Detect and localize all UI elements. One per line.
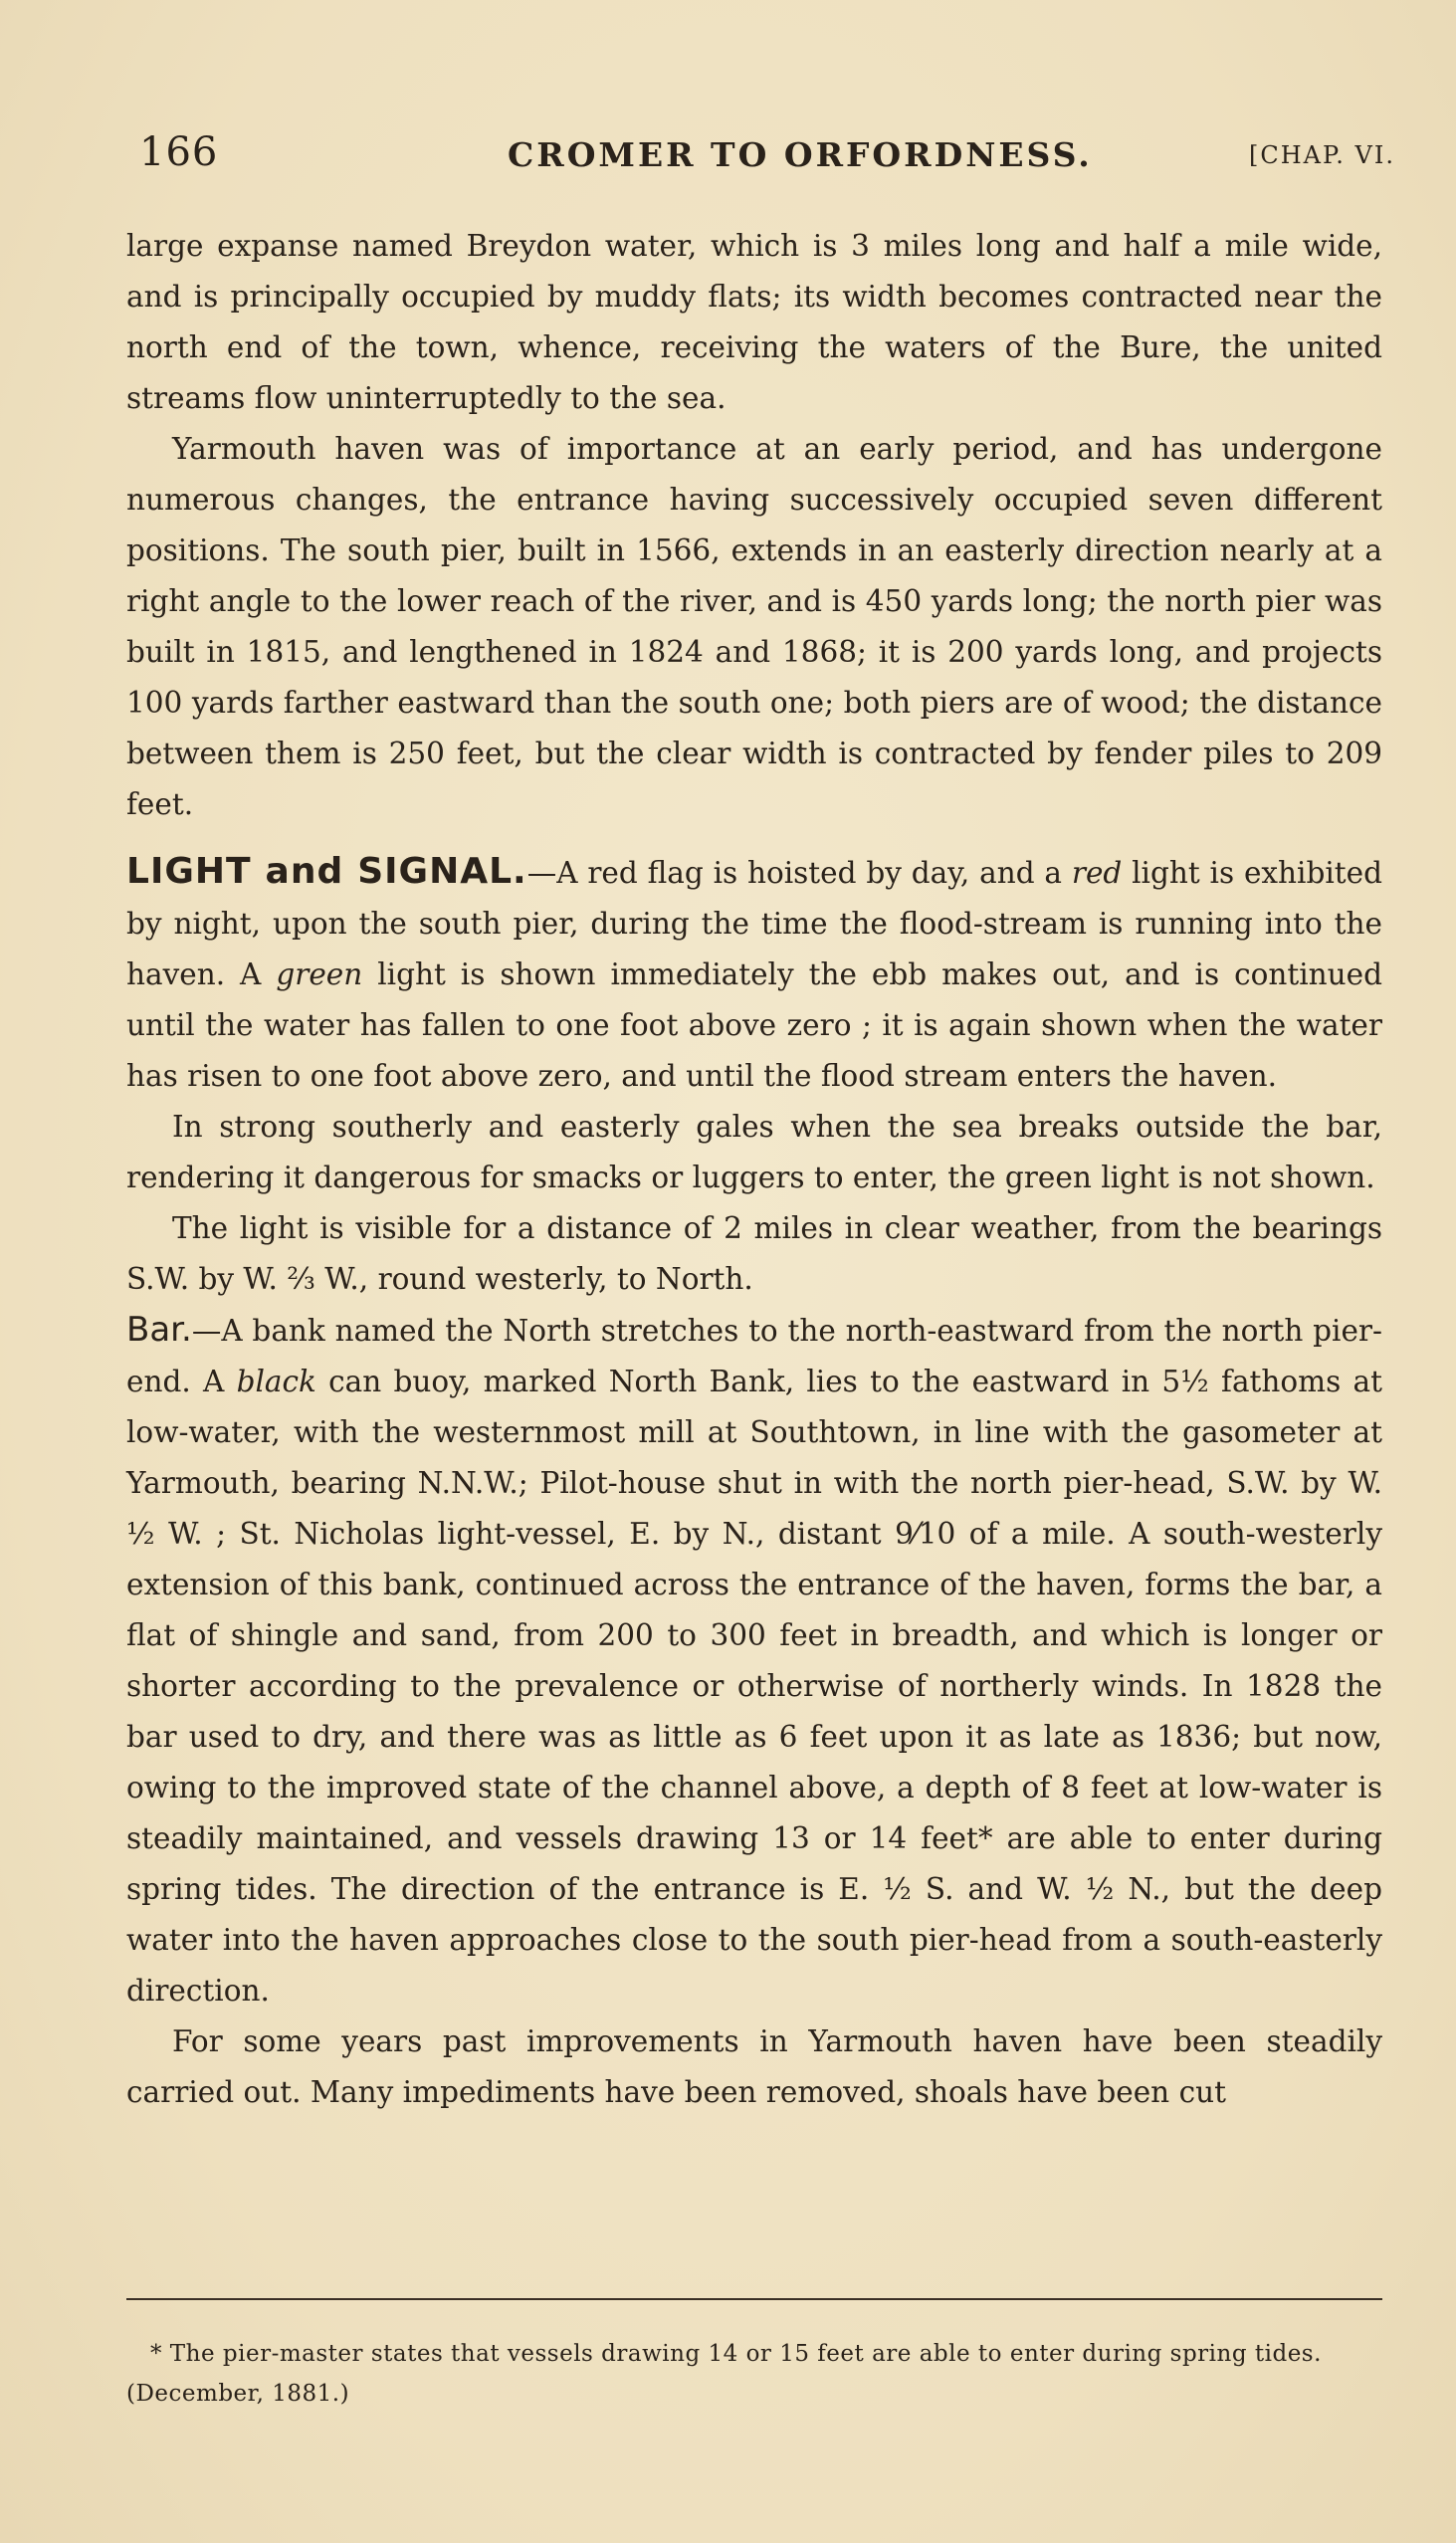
- italic-red: red: [1071, 856, 1123, 890]
- footnote-rule: [126, 2298, 1382, 2300]
- paragraph-light-and-signal: [126, 846, 1382, 1102]
- paragraph-gales: In strong southerly and easterly gales when the sea breaks outside the bar, rendering it dangerous for smacks or luggers to enter, the green light is not shown.: [126, 1110, 1382, 1194]
- paragraph-bar: [126, 1305, 1382, 2016]
- footnote: * The pier-master states that vessels drawing 14 or 15 feet are able to enter during spring tides. (December, 1881.): [126, 2341, 1322, 2407]
- paragraph-improvements: For some years past improvements in Yarmouth haven have been steadily carried out. Many impediments have been removed, shoals have been cut: [126, 2024, 1382, 2109]
- page-number: 166: [139, 129, 219, 175]
- italic-black: black: [236, 1365, 316, 1398]
- running-title: CROMER TO ORFORDNESS.: [508, 135, 1093, 174]
- running-header: [139, 129, 1423, 179]
- paragraph-breydon-water: large expanse named Breydon water, which is 3 miles long and half a mile wide, and is principally occupied by muddy flats; its width becomes contracted near the north end of the town, whence, receiving the waters of the Bure, the united streams flow uninterruptedly to the sea.: [126, 229, 1382, 415]
- text-run: can buoy, marked North Bank, lies to the eastward in 5½ fathoms at low-water, with the westernmost mill at Southtown, in line with the gasometer at Yarmouth, bearing N.N.W.; Pilot-house shut in with the north pier-head, S.W. by W. ½ W. ; St. Nicholas light-vessel, E. by N., distant 9⁄10 of a mile. A south-westerly extension of this bank, continued across the entrance of the haven, forms the bar, a flat of shingle and sand, from 200 to 300 feet in breadth, and which is longer or shorter according to the prevalence or otherwise of northerly winds. In 1828 the bar used to dry, and there was as little as 6 feet upon it as late as 1836; but now, owing to the improved state of the channel above, a depth of 8 feet at low-water is steadily maintained, and vessels drawing 13 or 14 feet* are able to enter during spring tides. The direction of the entrance is E. ½ S. and W. ½ N., but the deep water into the haven approaches close to the south pier-head from a south-easterly direction.: [126, 1365, 1382, 2008]
- section-heading-light-signal: LIGHT and SIGNAL.: [126, 851, 527, 892]
- paragraph-yarmouth-haven: Yarmouth haven was of importance at an early period, and has undergone numerous changes, the entrance having successively occupied seven different positions. The south pier, built in 1566, extends in an easterly direction nearly at a right angle to the lower reach of the river, and is 450 yards long; the north pier was built in 1815, and lengthened in 1824 and 1868; it is 200 yards long, and projects 100 yards farther eastward than the south one; both piers are of wood; the distance between them is 250 feet, but the clear width is contracted by fender piles to 209 feet.: [126, 432, 1382, 821]
- text-run: light is shown immediately the ebb makes out, and is continued until the water has fallen to one foot above zero ; it is again shown when the water has risen to one foot above zero, and until the flood stream enters the haven.: [126, 957, 1382, 1093]
- text-run: —A bank named the North stretches to the north-eastward from the north pier-end. A: [126, 1314, 1382, 1398]
- body-text: [126, 221, 1382, 2118]
- text-run: —A red flag is hoisted by day, and a: [526, 856, 1072, 890]
- italic-green: green: [276, 957, 363, 991]
- chapter-reference: [CHAP. VI.: [1249, 141, 1395, 169]
- text-run: light is exhibited by night, upon the south pier, during the time the flood-stream is running into the haven. A: [126, 856, 1382, 991]
- section-heading-bar: Bar.: [126, 1310, 192, 1350]
- paragraph-light-visibility: The light is visible for a distance of 2 miles in clear weather, from the bearings S.W. by W. ⅔ W., round westerly, to North.: [126, 1211, 1382, 1296]
